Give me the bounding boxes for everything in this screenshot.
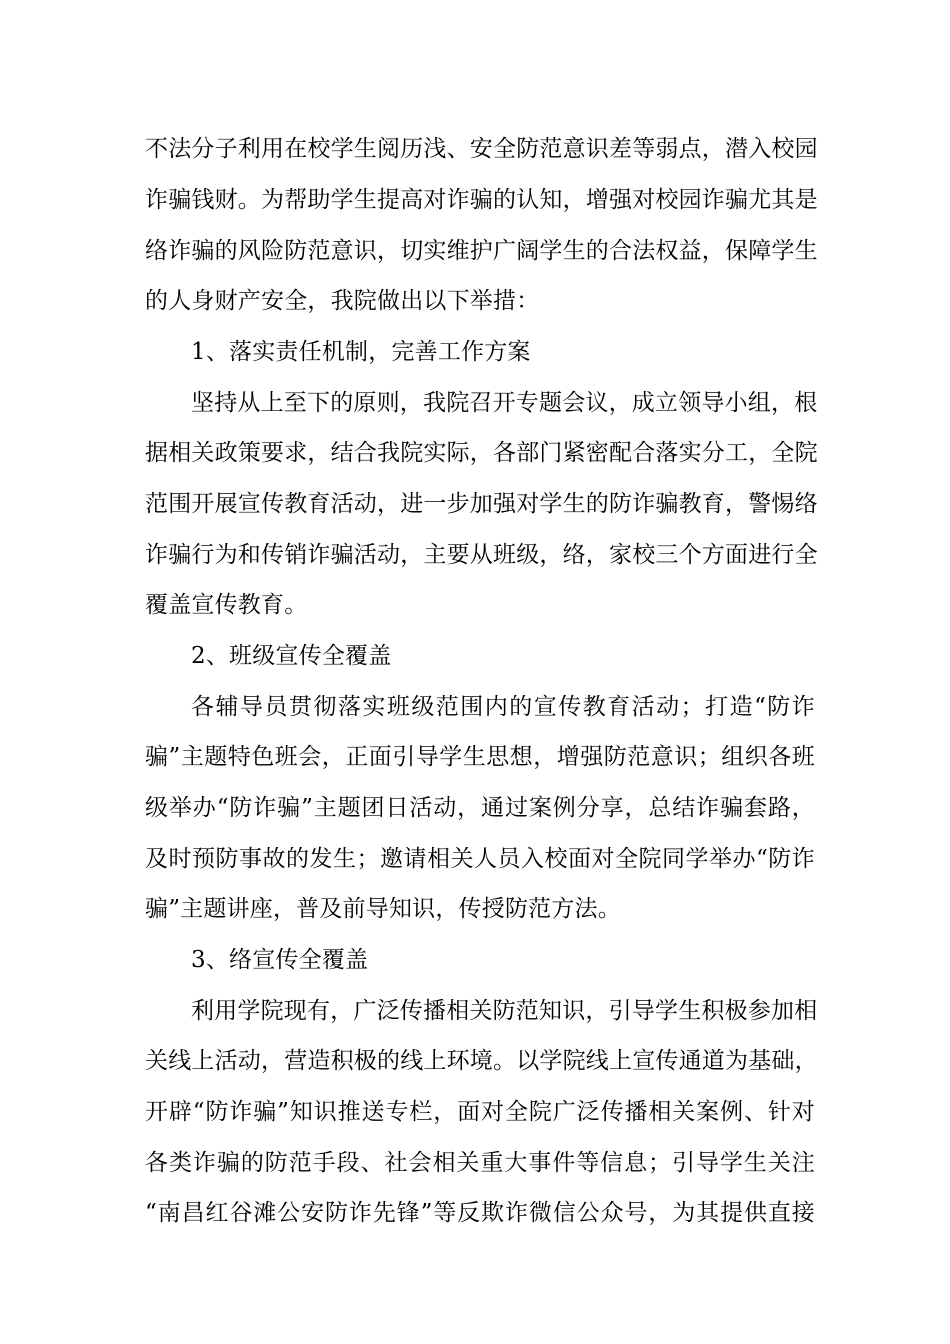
paragraph-line: 坚持从上至下的原则，我院召开专题会议，成立领导小组，根	[191, 390, 818, 416]
paragraph-line: 覆盖宣传教育。	[145, 592, 308, 618]
section-heading-1: 1、落实责任机制，完善工作方案	[191, 339, 531, 365]
paragraph-line: 诈骗行为和传销诈骗活动，主要从班级，络，家校三个方面进行全	[145, 542, 818, 568]
paragraph-line: 利用学院现有，广泛传播相关防范知识，引导学生积极参加相	[191, 998, 818, 1024]
paragraph-line: 各辅导员贯彻落实班级范围内的宣传教育活动；打造“防诈	[191, 694, 815, 720]
paragraph-line: “南昌红谷滩公安防诈先锋”等反欺诈微信公众号，为其提供直接	[145, 1200, 815, 1226]
paragraph-line: 骗”主题讲座，普及前导知识，传授防范方法。	[145, 896, 621, 922]
paragraph-line: 诈骗钱财。为帮助学生提高对诈骗的认知，增强对校园诈骗尤其是	[145, 187, 818, 213]
paragraph-line: 开辟“防诈骗”知识推送专栏，面对全院广泛传播相关案例、针对	[145, 1099, 815, 1125]
paragraph-line: 级举办“防诈骗”主题团日活动，通过案例分享，总结诈骗套路，	[145, 795, 815, 821]
paragraph-line: 络诈骗的风险防范意识，切实维护广阔学生的合法权益，保障学生	[145, 238, 818, 264]
section-heading-2: 2、班级宣传全覆盖	[191, 643, 392, 669]
paragraph-line: 各类诈骗的防范手段、社会相关重大事件等信息；引导学生关注	[145, 1150, 815, 1176]
paragraph-line: 骗”主题特色班会，正面引导学生思想，增强防范意识；组织各班	[145, 744, 815, 770]
paragraph-line: 据相关政策要求，结合我院实际，各部门紧密配合落实分工，全院	[145, 440, 818, 466]
section-heading-3: 3、络宣传全覆盖	[191, 947, 369, 973]
paragraph-line: 不法分子利用在校学生阅历浅、安全防范意识差等弱点，潜入校园	[145, 136, 818, 162]
paragraph-line: 及时预防事故的发生；邀请相关人员入校面对全院同学举办“防诈	[145, 846, 815, 872]
paragraph-line: 的人身财产安全，我院做出以下举措：	[145, 288, 540, 314]
paragraph-line: 范围开展宣传教育活动，进一步加强对学生的防诈骗教育，警惕络	[145, 491, 818, 517]
paragraph-line: 关线上活动，营造积极的线上环境。以学院线上宣传通道为基础，	[145, 1048, 818, 1074]
